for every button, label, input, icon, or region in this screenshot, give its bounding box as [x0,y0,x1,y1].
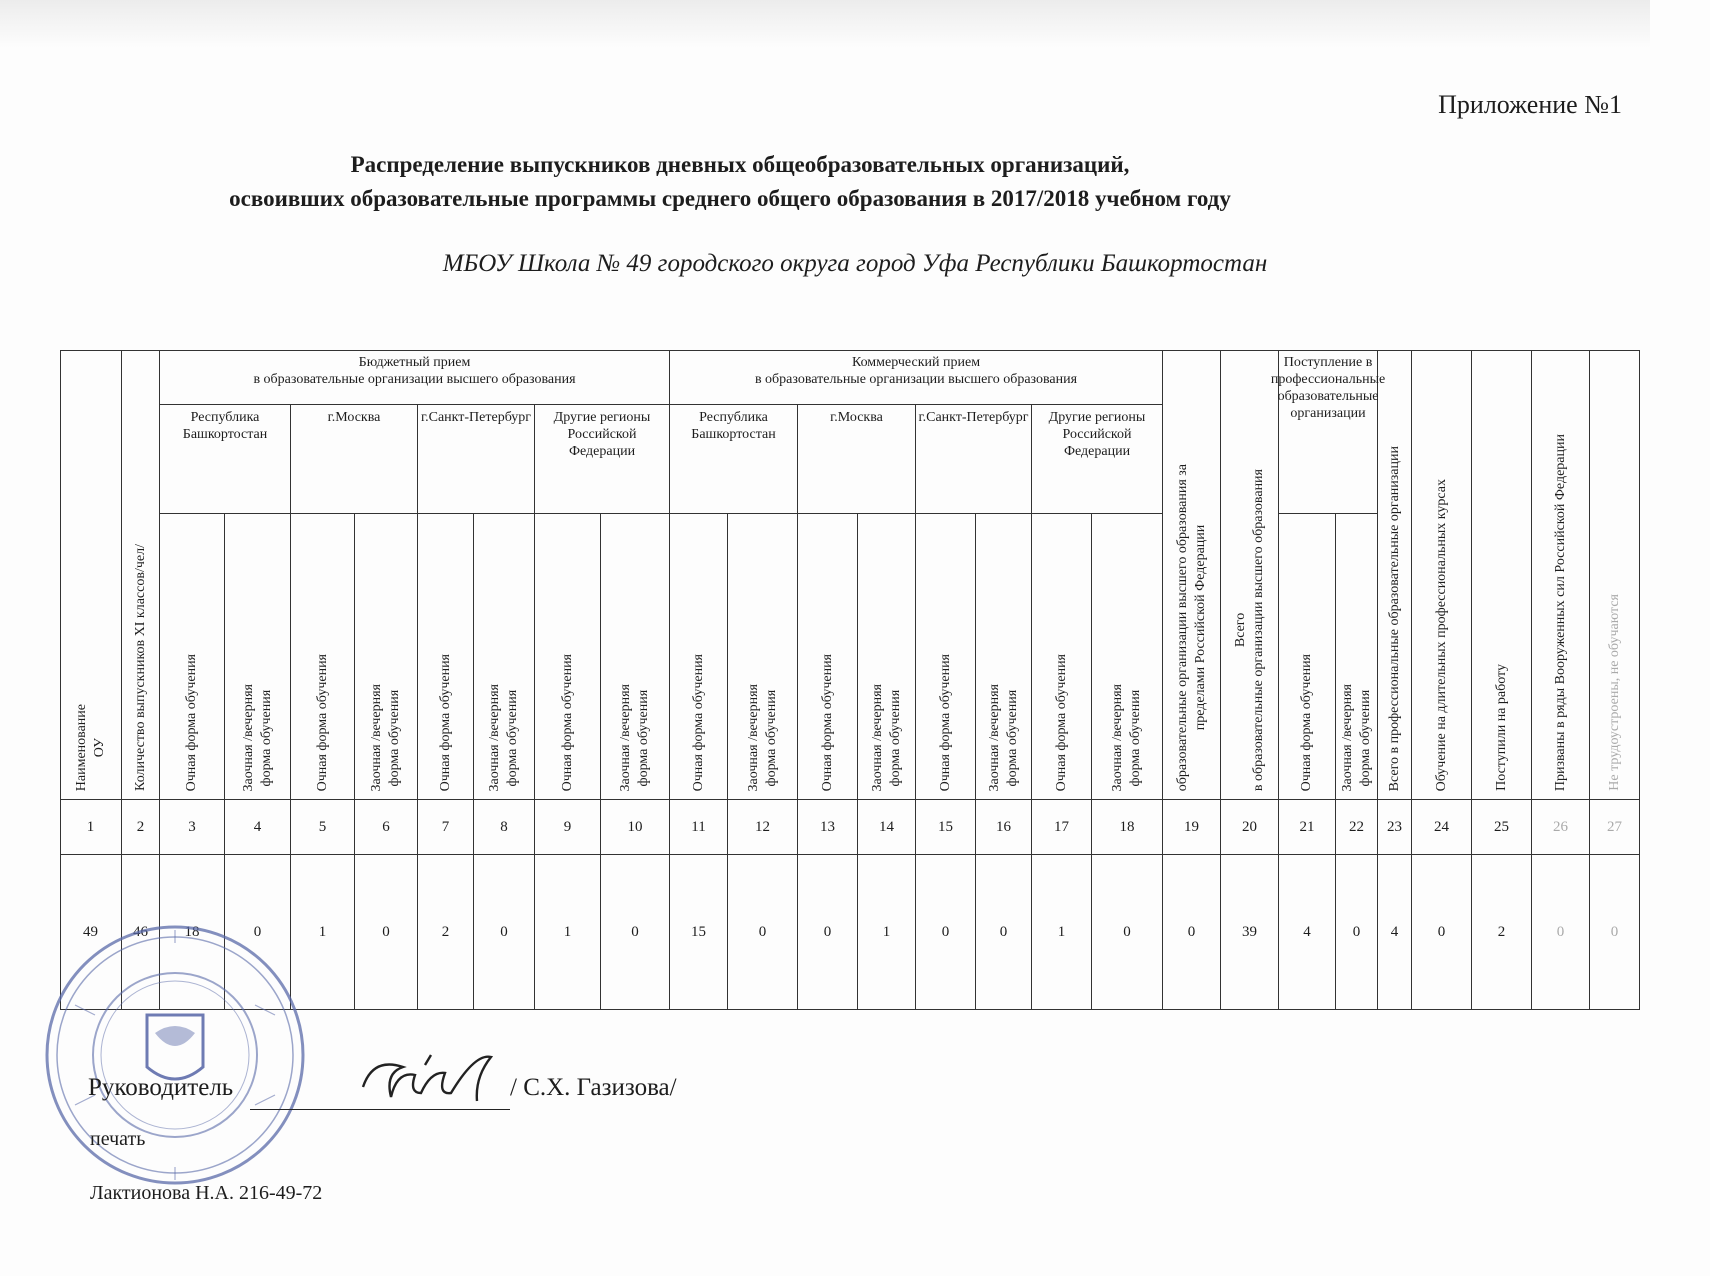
header-part-time-text: Заочная /вечерняя форма обучения [1110,683,1143,791]
column-number [1221,800,1279,855]
column-number-text: 23 [1387,818,1402,835]
header-full-time [418,514,474,800]
column-number-text: 9 [563,818,572,835]
table-value-text: 0 [500,923,508,940]
column-number [916,800,976,855]
appendix-label: Приложение №1 [1438,90,1622,119]
table-value-text: 2 [1497,923,1506,940]
header-total-professional-text: Всего в профессиональные образовательные организации [1386,445,1402,791]
column-number [1412,800,1472,855]
header-full-time-text: Очная форма обучения [314,653,330,791]
stamp-label: печать [90,1128,146,1150]
table-value-text: 0 [823,923,832,940]
table-value [728,855,798,1010]
table-value [976,855,1032,1010]
header-full-time-text: Очная форма обучения [937,653,953,791]
header-full-time [1032,514,1092,800]
official-seal-icon [35,915,315,1195]
table-value-text: 0 [1437,923,1446,940]
header-part-time-text: Заочная /вечерняя форма обучения [618,683,651,791]
header-part-time [1092,514,1163,800]
header-commercial-admission [670,350,1163,405]
column-number-text: 20 [1242,818,1257,835]
header-army [1532,350,1590,800]
table-value-text: 15 [691,923,706,940]
column-number-text: 12 [755,818,770,835]
column-number [355,800,418,855]
header-full-time [916,514,976,800]
column-number [1279,800,1336,855]
header-region-budget-1-text: Республика Башкортостан [182,410,268,442]
header-region-budget-3 [418,405,535,514]
header-prof-full-time [1279,514,1336,800]
table-value [1221,855,1279,1010]
column-number [474,800,535,855]
column-number-text: 8 [500,818,508,835]
column-number [1590,800,1640,855]
table-value [1472,855,1532,1010]
column-number [670,800,728,855]
header-full-time-text: Очная форма обучения [690,653,706,791]
table-value-text: 4 [1303,923,1311,940]
column-number [1532,800,1590,855]
header-prof-full-time-text: Очная форма обучения [1299,653,1314,791]
column-number [60,800,122,855]
header-commercial-admission-text: Коммерческий прием в образовательные организации высшего образования [754,355,1078,387]
table-value-text: 0 [999,923,1008,940]
column-number-text: 5 [318,818,327,835]
header-region-budget-3-text: г.Санкт-Петербург [420,410,532,425]
table-value [355,855,418,1010]
header-region-commercial-1 [670,405,798,514]
table-value-text: 1 [563,923,572,940]
header-part-time [728,514,798,800]
header-full-time [291,514,355,800]
header-abroad-text: образовательные организации высшего образования за пределами Российской Федерации [1174,463,1208,791]
column-number [160,800,225,855]
header-part-time [601,514,670,800]
school-name: МБОУ Школа № 49 городского округа город Уфа Республики Башкортостан [442,250,1268,277]
column-number-text: 17 [1054,818,1069,835]
column-number [728,800,798,855]
column-number [122,800,160,855]
column-number-text: 10 [627,818,643,835]
table-value-text: 0 [253,923,262,940]
table-value-text: 0 [758,923,767,940]
column-number [535,800,601,855]
header-part-time [858,514,916,800]
column-number [291,800,355,855]
table-value-text: 0 [631,923,639,940]
column-number-text: 16 [996,818,1011,835]
header-not-working [1590,350,1640,800]
column-number [1472,800,1532,855]
header-region-budget-2 [291,405,418,514]
signature-line [250,1109,510,1110]
column-number-text: 25 [1494,818,1509,835]
column-number-text: 19 [1184,818,1199,835]
column-number-text: 6 [382,818,390,835]
table-value [601,855,670,1010]
header-full-time [798,514,858,800]
column-number [1378,800,1412,855]
header-part-time-text: Заочная /вечерняя форма обучения [487,683,520,791]
header-prof-part-time [1336,514,1378,800]
table-value-text: 46 [133,923,148,940]
column-number-text: 2 [136,818,145,835]
header-full-time [535,514,601,800]
column-number-text: 21 [1299,818,1315,835]
header-professional-admission [1270,350,1386,514]
table-value [1590,855,1640,1010]
header-full-time-text: Очная форма обучения [184,653,199,791]
header-part-time-text: Заочная /вечерняя форма обучения [369,683,402,791]
header-part-time-text: Заочная /вечерняя форма обучения [986,683,1020,791]
column-number-text: 11 [691,818,706,835]
column-number [1336,800,1378,855]
header-part-time-text: Заочная /вечерняя форма обучения [869,683,903,791]
table-value-text: 2 [441,923,450,940]
column-number [976,800,1032,855]
column-number-text: 1 [86,818,95,835]
column-number-text: 7 [441,818,450,835]
header-budget-admission [160,350,670,405]
table-value-text: 1 [1057,923,1066,940]
header-part-time [976,514,1032,800]
table-value [670,855,728,1010]
column-number [225,800,291,855]
table-value-text: 0 [1610,923,1619,940]
column-number [858,800,916,855]
table-value-text: 4 [1390,923,1399,940]
header-region-commercial-2 [798,405,916,514]
header-full-time-text: Очная форма обучения [1053,653,1069,791]
table-value [535,855,601,1010]
header-employed [1472,350,1532,800]
column-number-text: 15 [938,818,953,835]
column-number-text: 4 [253,818,262,835]
header-full-time [670,514,728,800]
column-number-text: 13 [820,818,835,835]
column-number [418,800,474,855]
table-value [1378,855,1412,1010]
header-full-time-text: Очная форма обучения [437,653,453,791]
header-courses [1412,350,1472,800]
header-employed-text: Поступили на работу [1493,664,1509,791]
table-value-text: 1 [882,923,891,940]
table-value [1163,855,1221,1010]
table-value [418,855,474,1010]
header-part-time [355,514,418,800]
table-value-text: 0 [1556,923,1565,940]
header-full-time [160,514,225,800]
column-number [1163,800,1221,855]
header-full-time-text: Очная форма обучения [559,653,575,791]
column-number [1032,800,1092,855]
table-value-text: 0 [1187,923,1196,940]
table-value [1336,855,1378,1010]
column-number [798,800,858,855]
table-value-text: 1 [318,923,327,940]
column-number [1092,800,1163,855]
header-total-higher-text: Всего в образовательные организации высшего образования [1232,468,1266,791]
header-army-text: Призваны в ряды Вооруженных сил Российской Федерации [1552,433,1568,791]
table-value [858,855,916,1010]
contact-line: Лактионова Н.А. 216-49-72 [90,1182,323,1204]
table-value [1532,855,1590,1010]
column-number-text: 18 [1119,818,1135,835]
column-number [601,800,670,855]
signature-icon [355,1045,515,1125]
header-region-budget-1 [160,405,291,514]
document-title-line1: Распределение выпускников дневных общеобразовательных организаций, [350,152,1130,177]
table-value-text: 0 [1352,923,1361,940]
header-institution-name-text: Наименование ОУ [73,703,107,791]
header-region-budget-4-text: Другие регионы Российской Федерации [553,410,651,459]
header-part-time-text: Заочная /вечерняя форма обучения [240,683,274,791]
column-number-text: 3 [188,818,196,835]
header-not-working-text: Не трудоустроены, не обучаются [1606,594,1622,791]
header-prof-part-time-text: Заочная /вечерняя форма обучения [1339,683,1373,791]
table-value-text: 0 [1123,923,1131,940]
header-part-time-text: Заочная /вечерняя форма обучения [745,683,779,791]
table-value [1092,855,1163,1010]
header-region-commercial-1-text: Республика Башкортостан [691,410,776,442]
header-region-commercial-2-text: г.Москва [830,410,883,425]
header-region-commercial-4-text: Другие регионы Российской Федерации [1048,410,1146,459]
header-courses-text: Обучение на длительных профессиональных курсах [1433,478,1449,791]
institution-code-text: 49 [83,923,98,940]
header-graduates-count [122,350,160,800]
table-value [798,855,858,1010]
table-value-text: 39 [1242,923,1257,940]
table-value [916,855,976,1010]
header-budget-admission-text: Бюджетный прием в образовательные организации высшего образования [253,355,576,387]
header-graduates-count-text: Количество выпускников XI классов/чел/ [132,544,148,791]
column-number-text: 24 [1434,818,1449,835]
document-title-line2: освоивших образовательные программы среднего общего образования в 2017/2018 учебном году [229,186,1231,211]
header-region-commercial-3 [916,405,1032,514]
table-value [474,855,535,1010]
header-full-time-text: Очная форма обучения [819,653,835,791]
header-professional-admission-text: Поступление в профессиональные образовательные организации [1270,355,1386,421]
header-abroad [1163,350,1221,800]
header-total-professional [1378,350,1412,800]
header-institution-name [60,350,122,800]
head-label: Руководитель [88,1074,234,1101]
table-value-text: 0 [941,923,950,940]
head-name: / С.Х. Газизова/ [510,1074,677,1101]
column-number-text: 27 [1607,818,1622,835]
header-part-time [225,514,291,800]
header-region-budget-4 [535,405,670,514]
column-number-text: 22 [1349,818,1364,835]
table-value [1279,855,1336,1010]
table-value [1032,855,1092,1010]
column-number-text: 26 [1553,818,1568,835]
header-part-time [474,514,535,800]
table-value-text: 0 [382,923,390,940]
table-value-text: 18 [184,923,200,940]
table-value [1412,855,1472,1010]
header-region-commercial-3-text: г.Санкт-Петербург [918,410,1029,425]
header-region-commercial-4 [1032,405,1163,514]
scan-edge [0,0,1650,48]
column-number-text: 14 [879,818,894,835]
header-region-budget-2-text: г.Москва [327,410,381,425]
